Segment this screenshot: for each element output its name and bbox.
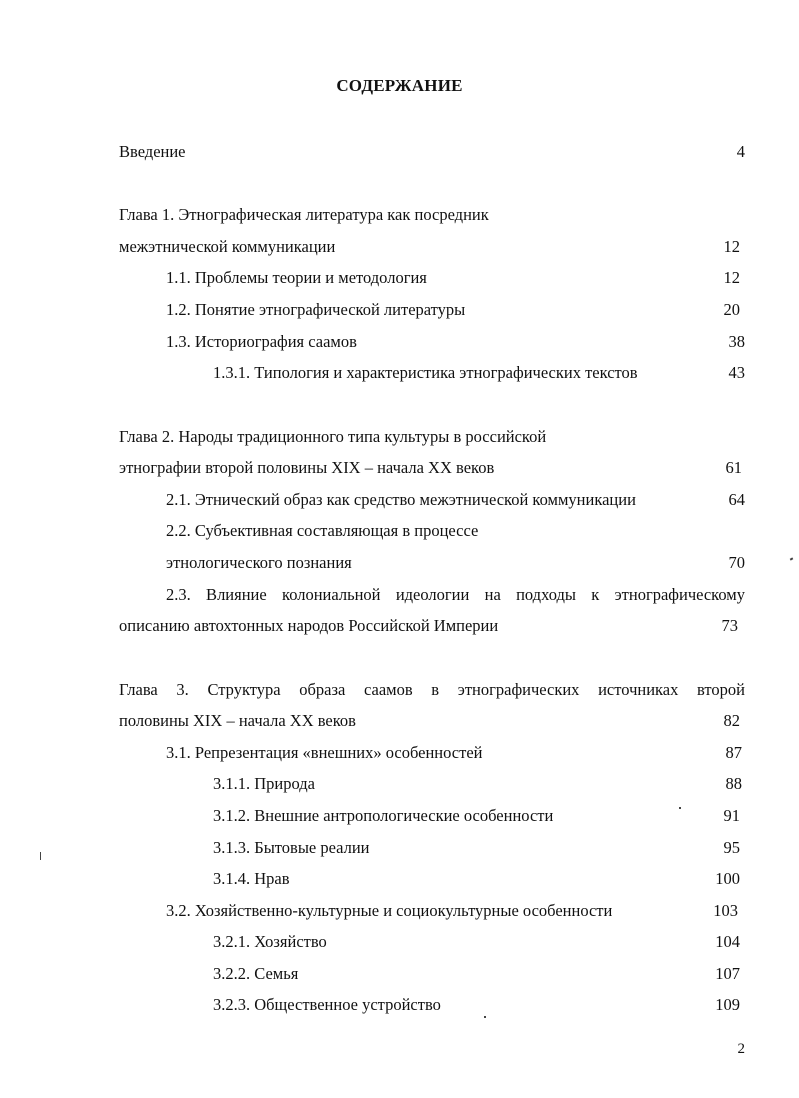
toc-entry-label: межэтнической коммуникации	[119, 237, 336, 256]
page-number: 2	[737, 1041, 745, 1057]
toc-entry-3-1-4[interactable]	[0, 868, 799, 890]
scan-speck	[40, 852, 41, 860]
scan-speck	[679, 807, 681, 809]
toc-entry-page: 104	[715, 932, 740, 951]
toc-entry-2-2[interactable]	[0, 520, 799, 542]
toc-entry-3-1[interactable]	[0, 742, 799, 764]
toc-entry-label: этнографии второй половины XIX – начала XX веков	[119, 458, 495, 477]
toc-entry-1-3-1[interactable]	[0, 362, 799, 384]
toc-entry-page: 38	[728, 332, 745, 351]
toc-entry-chapter-3[interactable]	[0, 679, 799, 701]
toc-entry-page: 95	[723, 838, 740, 857]
toc-entry-label: 2.1. Этнический образ как средство межэтнической коммуникации	[166, 490, 636, 509]
toc-entry-page: 100	[715, 869, 740, 888]
toc-entry-label: половины XIX – начала XX веков	[119, 711, 356, 730]
toc-entry-3-1-3[interactable]	[0, 837, 799, 859]
toc-entry-label: 3.2.2. Семья	[213, 964, 299, 983]
toc-entry-label: 1.3. Историография саамов	[166, 332, 357, 351]
toc-entry-label: 3.1.3. Бытовые реалии	[213, 838, 370, 857]
toc-entry-page: 43	[728, 363, 745, 382]
toc-entry-chapter-1-cont[interactable]	[0, 236, 799, 258]
toc-entry-page: 20	[723, 300, 740, 319]
toc-entry-page: 109	[715, 995, 740, 1014]
toc-entry-label: Глава 1. Этнографическая литература как посредник	[119, 205, 489, 224]
toc-entry-label: Глава 2. Народы традиционного типа культуры в российской	[119, 427, 547, 446]
toc-entry-3-1-1[interactable]	[0, 773, 799, 795]
toc-entry-page: 12	[723, 268, 740, 287]
toc-entry-label: 1.2. Понятие этнографической литературы	[166, 300, 466, 319]
toc-entry-chapter-1[interactable]	[0, 204, 799, 226]
toc-entry-label: 3.2. Хозяйственно-культурные и социокультурные особенности	[166, 901, 613, 920]
toc-entry-1-2[interactable]	[0, 299, 799, 321]
toc-entry-2-2-cont[interactable]	[0, 552, 799, 574]
scan-speck	[484, 1016, 486, 1018]
toc-entry-label: описанию автохтонных народов Российской Империи	[119, 616, 499, 635]
toc-entry-label: 2.3. Влияние колониальной идеологии на подходы к этнографическому	[166, 585, 745, 604]
toc-entry-chapter-2-cont[interactable]	[0, 457, 799, 479]
toc-entry-label: Глава 3. Структура образа саамов в этнографических источниках второй	[119, 680, 745, 699]
toc-entry-chapter-3-cont[interactable]	[0, 710, 799, 732]
toc-entry-3-2-3[interactable]	[0, 994, 799, 1016]
toc-entry-3-2-2[interactable]	[0, 963, 799, 985]
toc-entry-label: 1.3.1. Типология и характеристика этнографических текстов	[213, 363, 638, 382]
toc-entry-page: 12	[723, 237, 740, 256]
toc-entry-page: 82	[723, 711, 740, 730]
toc-entry-1-3[interactable]	[0, 331, 799, 353]
toc-entry-introduction[interactable]	[0, 141, 799, 163]
toc-entry-page: 4	[736, 142, 745, 161]
toc-entry-chapter-2[interactable]	[0, 426, 799, 448]
toc-entry-page: 103	[713, 901, 738, 920]
toc-entry-page: 70	[728, 553, 745, 572]
toc-entry-page: 91	[723, 806, 740, 825]
toc-entry-page: 107	[715, 964, 740, 983]
toc-entry-label: 2.2. Субъективная составляющая в процессе	[166, 521, 479, 540]
toc-entry-page: 87	[725, 743, 742, 762]
toc-entry-2-3[interactable]	[0, 584, 799, 606]
toc-entry-label: 3.1.2. Внешние антропологические особенности	[213, 806, 554, 825]
toc-entry-page: 88	[725, 774, 742, 793]
toc-entry-label: 3.1. Репрезентация «внешних» особенностей	[166, 743, 483, 762]
page-title: СОДЕРЖАНИЕ	[336, 76, 463, 95]
toc-entry-page: 73	[721, 616, 738, 635]
toc-entry-2-1[interactable]	[0, 489, 799, 511]
toc-entry-3-2-1[interactable]	[0, 931, 799, 953]
toc-entry-1-1[interactable]	[0, 267, 799, 289]
toc-entry-2-3-cont[interactable]	[0, 615, 799, 637]
toc-entry-page: 61	[725, 458, 742, 477]
toc-entry-label: 1.1. Проблемы теории и методология	[166, 268, 427, 287]
toc-entry-label: 3.2.3. Общественное устройство	[213, 995, 441, 1014]
toc-entry-3-2[interactable]	[0, 900, 799, 922]
toc-entry-label: 3.1.4. Нрав	[213, 869, 290, 888]
toc-entry-label: 3.1.1. Природа	[213, 774, 315, 793]
toc-entry-page: 64	[728, 490, 745, 509]
toc-entry-label: 3.2.1. Хозяйство	[213, 932, 327, 951]
toc-entry-label: Введение	[119, 142, 186, 161]
toc-entry-label: этнологического познания	[166, 553, 352, 572]
